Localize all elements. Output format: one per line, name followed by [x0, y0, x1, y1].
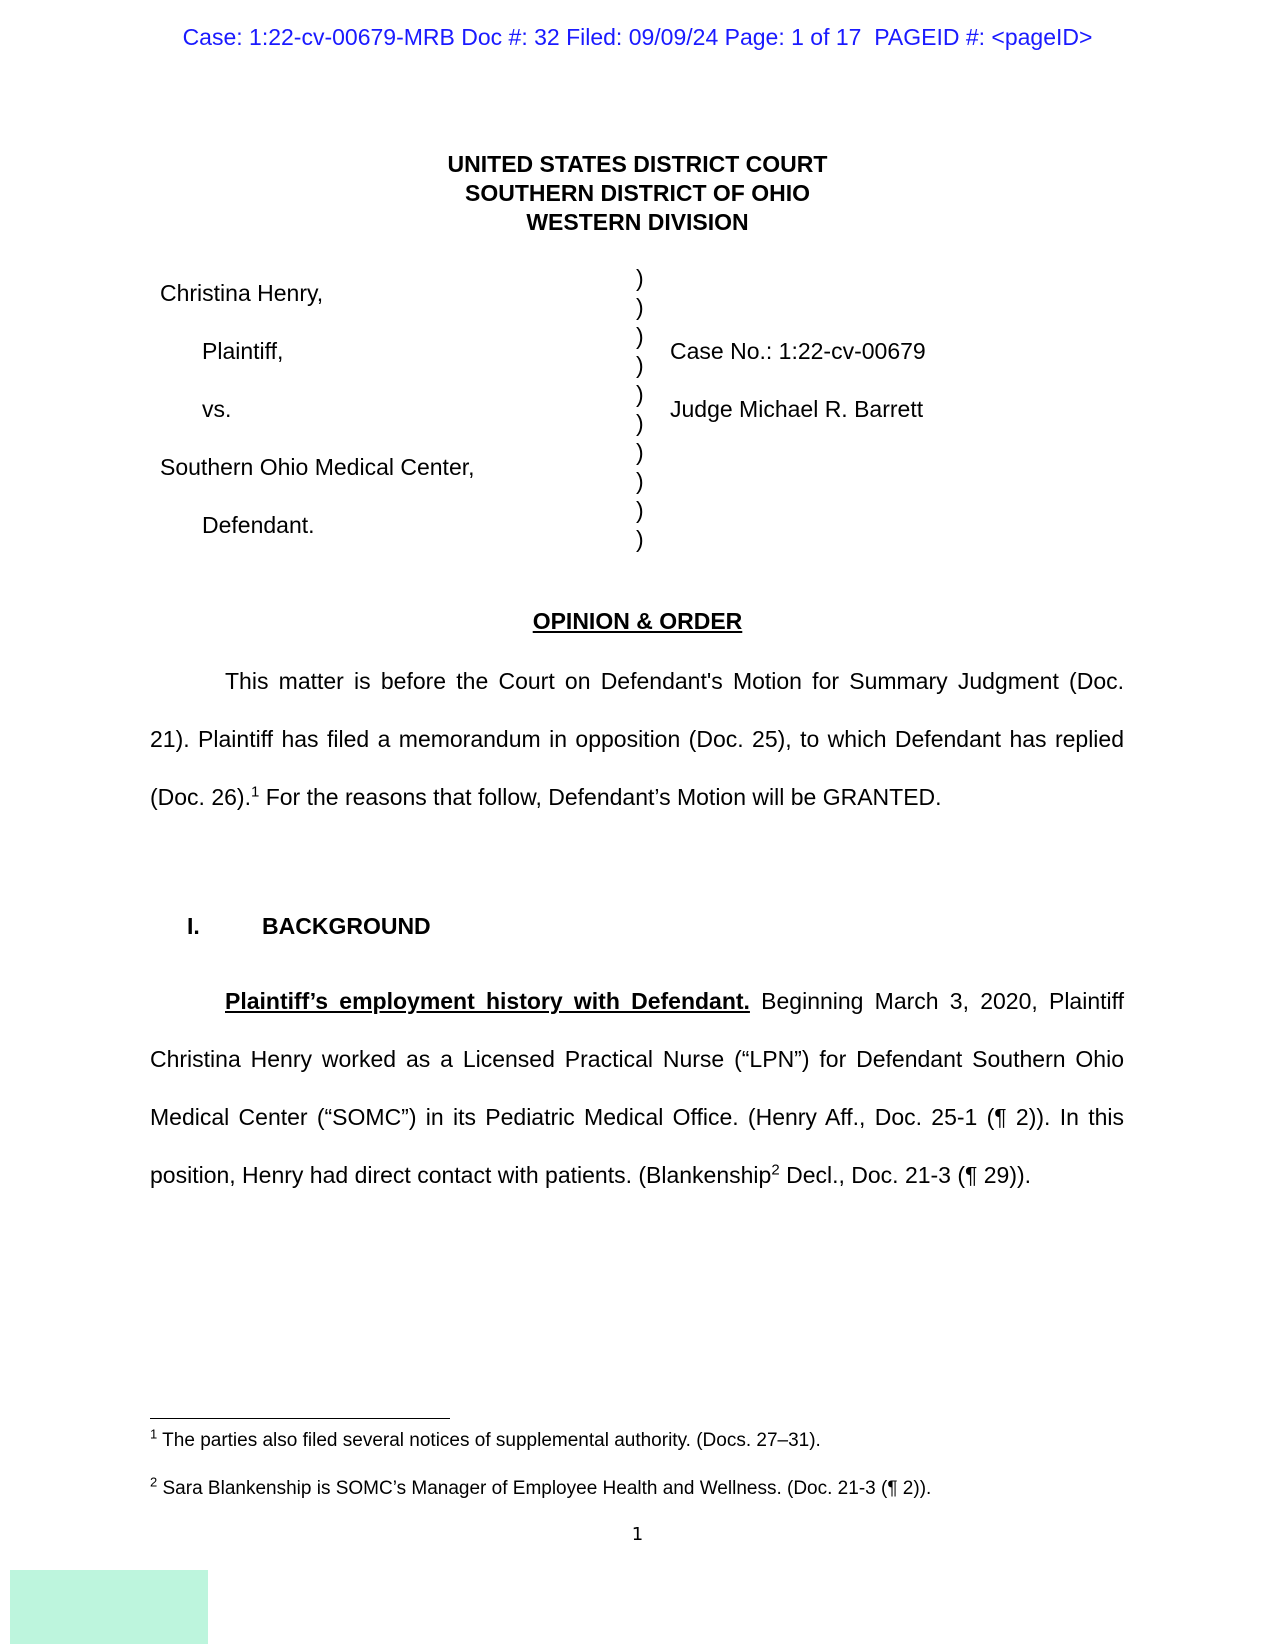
footnote-1	[150, 1426, 1124, 1452]
footnote-ref-1[interactable]: 1	[250, 783, 260, 801]
order-title: OPINION & ORDER	[532, 608, 743, 634]
background-text-continued: Decl., Doc. 21-3 (¶ 29)).	[779, 1162, 1032, 1188]
caption-paren: )	[636, 381, 644, 407]
court-heading	[0, 150, 1275, 237]
footnote-marker: 1	[150, 1426, 158, 1442]
case-number: Case No.: 1:22-cv-00679	[670, 338, 926, 364]
page-number: 1	[631, 1524, 644, 1545]
footnote-text: Sara Blankenship is SOMC’s Manager of Employee Health and Wellness. (Doc. 21-3 (¶ 2)).	[157, 1478, 932, 1499]
footnote-divider	[150, 1418, 450, 1419]
caption-paren: )	[636, 323, 644, 349]
footnote-marker: 2	[150, 1474, 158, 1490]
district-name: SOUTHERN DISTRICT OF OHIO	[465, 180, 810, 206]
caption-paren: )	[636, 439, 644, 465]
section-heading	[187, 913, 431, 940]
section-number: I.	[187, 913, 200, 939]
judge-name: Judge Michael R. Barrett	[670, 396, 924, 422]
court-name: UNITED STATES DISTRICT COURT	[447, 151, 828, 177]
defendant-role: Defendant.	[202, 512, 315, 538]
background-text: Beginning March 3, 2020, Plaintiff Christina Henry worked as a Licensed Practical Nurse (“LPN”) for Defendant Southern Ohio Medical Center (“SOMC”) in its Pediatric Medical Office. (Henry Aff., Doc. 25-1 (¶ 2)). In this position, Henry had direct contact with patients. (Blankenship	[150, 988, 1124, 1188]
division-name: WESTERN DIVISION	[526, 209, 749, 235]
case-header-stamp: Case: 1:22-cv-00679-MRB Doc #: 32 Filed: 09/09/24 Page: 1 of 17 PAGEID #: <pageID>	[182, 24, 1093, 50]
plaintiff-name: Christina Henry,	[160, 280, 324, 306]
footnote-text: The parties also filed several notices of supplemental authority. (Docs. 27–31).	[157, 1430, 821, 1451]
footnote-2	[150, 1474, 1124, 1500]
case-caption-parties	[160, 264, 475, 554]
intro-text-continued: For the reasons that follow, Defendant’s Motion will be GRANTED.	[259, 784, 942, 810]
caption-parentheses	[636, 264, 644, 554]
background-paragraph	[150, 972, 1124, 1204]
case-caption-details	[670, 322, 926, 438]
paragraph-lead-in: Plaintiff’s employment history with Defendant.	[225, 988, 750, 1014]
caption-paren: )	[636, 410, 644, 436]
caption-paren: )	[636, 526, 644, 552]
caption-paren: )	[636, 468, 644, 494]
caption-paren: )	[636, 497, 644, 523]
intro-paragraph	[150, 652, 1124, 826]
section-title: BACKGROUND	[262, 913, 431, 939]
caption-paren: )	[636, 352, 644, 378]
corner-highlight-block	[10, 1570, 208, 1644]
defendant-name: Southern Ohio Medical Center,	[160, 454, 475, 480]
plaintiff-role: Plaintiff,	[202, 338, 284, 364]
intro-text: This matter is before the Court on Defendant's Motion for Summary Judgment (Doc. 21). Plaintiff has filed a memorandum in opposition (Doc. 25), to which Defendant has replied (Doc. 26).	[150, 668, 1124, 810]
versus-label: vs.	[202, 396, 232, 422]
caption-paren: )	[636, 265, 644, 291]
footnote-ref-2[interactable]: 2	[771, 1161, 780, 1179]
caption-paren: )	[636, 294, 644, 320]
